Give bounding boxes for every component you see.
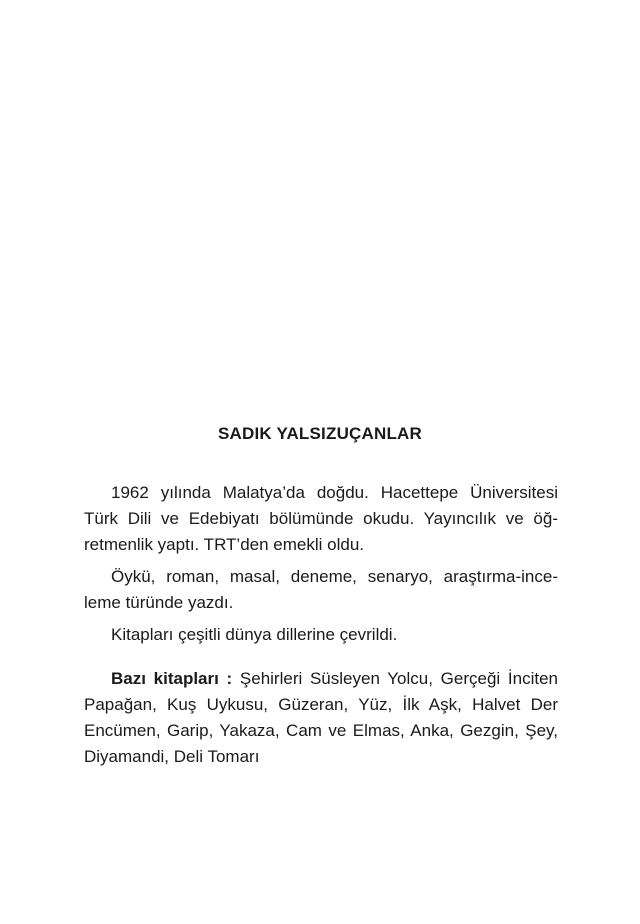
books-label: Bazı kitapları :: [111, 669, 233, 688]
bio-paragraph-3: Kitapları çeşitli dünya dillerine çevrildi.: [111, 625, 398, 644]
author-biography: [84, 480, 558, 654]
bio-paragraph-2: Öykü, roman, masal, deneme, senaryo, araştırma-inceleme türünde yazdı.: [84, 567, 558, 612]
author-name-heading: SADIK YALSIZUÇANLAR: [217, 424, 423, 443]
books-list: Şehirleri Süsleyen Yolcu, Gerçeği İnciten Papağan, Kuş Uykusu, Güzeran, Yüz, İlk Aşk, Halvet Der Encümen, Garip, Yakaza, Cam ve Elmas, Anka, Gezgin, Şey, Diyamandi, Deli Tomarı: [84, 669, 558, 766]
books-list-paragraph: [84, 666, 558, 770]
bio-paragraph-1: 1962 yılında Malatya’da doğdu. Hacettepe Üniversitesi Türk Dili ve Edebiyatı bölümünde okudu. Yayıncılık ve öğretmenlik yaptı. TRT’den emekli oldu.: [84, 483, 558, 554]
